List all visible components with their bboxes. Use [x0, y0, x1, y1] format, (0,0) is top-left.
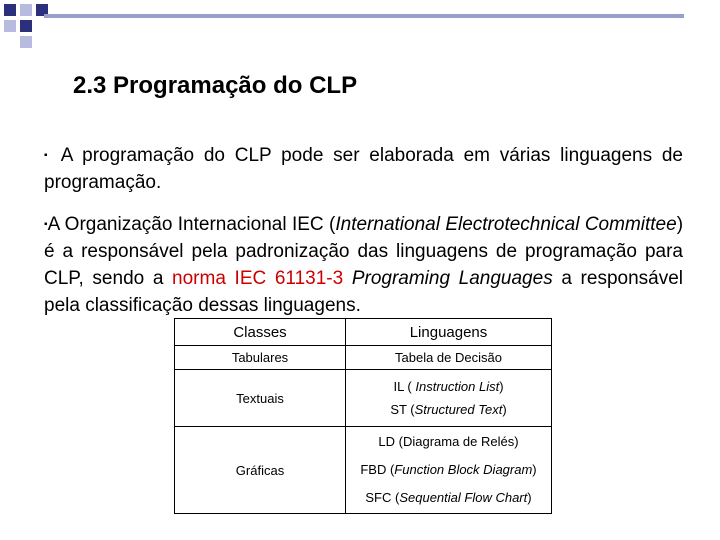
language-item: [346, 346, 551, 369]
languages-cell: [346, 346, 552, 370]
language-name-italic: Sequential Flow Chart: [399, 490, 528, 505]
corner-square-decoration: [4, 20, 16, 32]
language-text: ): [502, 402, 507, 417]
language-name-italic: Structured Text: [414, 402, 503, 417]
table-row: [175, 346, 552, 370]
class-cell: Textuais: [175, 370, 346, 427]
paragraph-2-text-a: A Organização Internacional IEC (: [47, 214, 336, 235]
language-item: [346, 428, 551, 456]
standard-name-highlight: norma IEC 61131-3: [172, 268, 344, 289]
language-item: [346, 375, 551, 398]
table-row: [175, 427, 552, 514]
language-text: LD (Diagrama de Relés): [378, 434, 519, 449]
languages-table: [174, 318, 552, 514]
corner-square-decoration: [20, 36, 32, 48]
corner-square-decoration: [20, 20, 32, 32]
slide-title: 2.3 Programação do CLP: [73, 72, 358, 99]
languages-cell: [346, 427, 552, 514]
bullet-icon: ▪: [44, 150, 53, 161]
language-text: ): [499, 379, 504, 394]
paragraph-2-text-d: a responsável pela classificação dessas linguagens.: [44, 268, 683, 316]
corner-square-decoration: [20, 4, 32, 16]
language-text: FBD (: [360, 462, 395, 477]
paragraph-2-italic-a: International Electrotechnical Committee: [335, 214, 677, 235]
language-item: [346, 484, 551, 512]
paragraph-2-text-c: [343, 268, 352, 289]
paragraph-2-text-b: ) é a responsável pela padronização das linguagens de programação para CLP, sendo a: [44, 214, 684, 289]
paragraph-2: [44, 211, 683, 319]
language-item: [346, 456, 551, 484]
language-name-italic: Instruction List: [415, 379, 500, 394]
language-text: ST (: [390, 402, 415, 417]
language-text: IL (: [393, 379, 416, 394]
header-linguagens: Linguagens: [346, 319, 552, 346]
class-cell: Gráficas: [175, 427, 346, 514]
paragraph-1-text: A programação do CLP pode ser elaborada em várias linguagens de programação.: [44, 145, 683, 193]
paragraph-2-italic-c: Programing Languages: [351, 268, 553, 289]
paragraph-1: [44, 142, 683, 196]
language-item: [346, 398, 551, 421]
language-text: SFC (: [365, 490, 400, 505]
class-cell: Tabulares: [175, 346, 346, 370]
language-text: Tabela de Decisão: [395, 350, 502, 365]
language-text: ): [527, 490, 532, 505]
language-name-italic: Function Block Diagram: [394, 462, 533, 477]
top-rule: [44, 14, 684, 18]
languages-cell: [346, 370, 552, 427]
language-text: ): [532, 462, 537, 477]
bullet-icon: ▪: [44, 219, 48, 230]
corner-square-decoration: [4, 4, 16, 16]
header-classes: Classes: [175, 319, 346, 346]
table-row: [175, 370, 552, 427]
table-header-row: [175, 319, 552, 346]
